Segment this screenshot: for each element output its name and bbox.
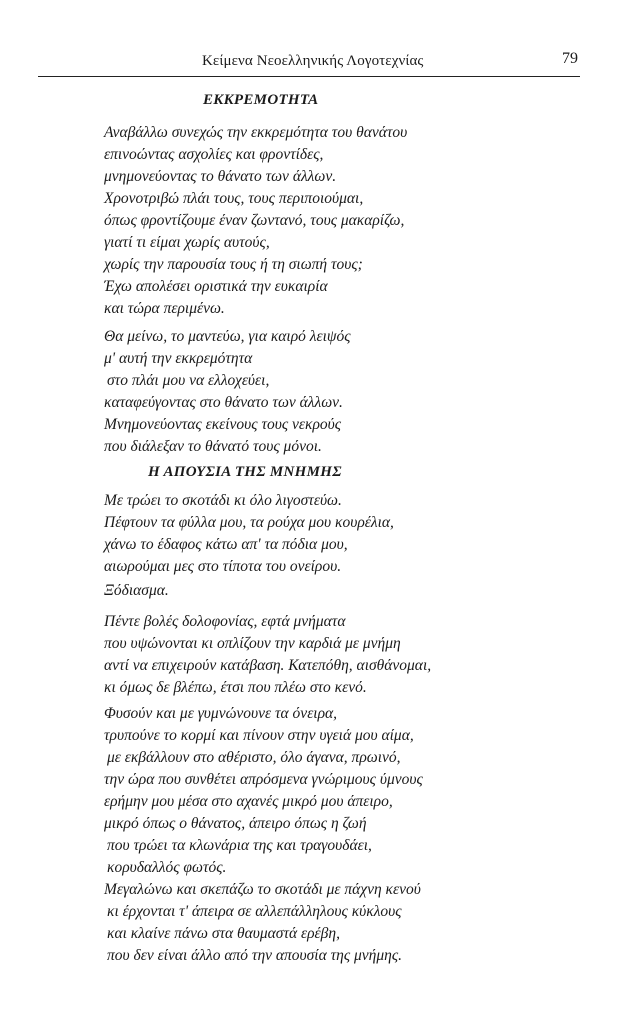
poem-line: τρυπούνε το κορμί και πίνουν στην υγειά μου αίμα, — [104, 727, 414, 744]
stanza — [104, 276, 328, 320]
poem-line: κι έρχονται τ' άπειρα σε αλλεπάλληλους κύκλους — [107, 903, 402, 920]
poem-line: Μνημονεύοντας εκείνους τους νεκρούς — [104, 416, 342, 433]
poem-line: και τώρα περιμένω. — [104, 300, 225, 317]
poem-line: που δεν είναι άλλο από την απουσία της μνήμης. — [107, 947, 402, 964]
stanza — [104, 703, 423, 967]
stanza — [104, 122, 407, 276]
running-header — [38, 50, 580, 77]
poem-line: Έχω απολέσει οριστικά την ευκαιρία — [104, 278, 328, 295]
poem-line: την ώρα που συνθέτει απρόσμενα γνώριμους ύμνους — [104, 771, 423, 788]
poem-line: που τρώει τα κλωνάρια της και τραγουδάει, — [107, 837, 372, 854]
poem-line: ερήμην μου μέσα στο αχανές μικρό μου άπειρο, — [104, 793, 393, 810]
poem-line: γιατί τι είμαι χωρίς αυτούς, — [104, 234, 270, 251]
poem-line: καταφεύγοντας στο θάνατο των άλλων. — [104, 394, 343, 411]
poem-line: Αναβάλλω συνεχώς την εκκρεμότητα του θανάτου — [104, 124, 408, 141]
poem-line: και κλαίνε πάνω στα θαυμαστά ερέβη, — [107, 925, 340, 942]
poem-line: με εκβάλλουν στο αθέριστο, όλο άγανα, πρωινό, — [107, 749, 401, 766]
stanza — [104, 611, 431, 699]
poem-line: χάνω το έδαφος κάτω απ' τα πόδια μου, — [104, 536, 348, 553]
poem-title: ΕΚΚΡΕΜΟΤΗΤΑ — [203, 92, 319, 108]
stanza — [104, 490, 394, 578]
poem-line: Ξόδιασμα. — [104, 582, 169, 599]
poem-line: αιωρούμαι μες στο τίποτα του ονείρου. — [104, 558, 342, 575]
poem-line: Πέντε βολές δολοφονίας, εφτά μνήματα — [104, 613, 346, 630]
poem-line: που υψώνονται κι οπλίζουν την καρδιά με μνήμη — [104, 635, 401, 652]
poem-line: Φυσούν και με γυμνώνουνε τα όνειρα, — [104, 705, 338, 722]
poem-title: Η ΑΠΟΥΣΙΑ ΤΗΣ ΜΝΗΜΗΣ — [148, 464, 342, 480]
poem-line: στο πλάι μου να ελλοχεύει, — [107, 372, 270, 389]
poem-line: επινοώντας ασχολίες και φροντίδες, — [104, 146, 324, 163]
poem-line: χωρίς την παρουσία τους ή τη σιωπή τους; — [104, 256, 363, 273]
poem-line: όπως φροντίζουμε έναν ζωντανό, τους μακαρίζω, — [104, 212, 405, 229]
stanza — [104, 580, 169, 602]
poem-line: που διάλεξαν το θάνατό τους μόνοι. — [104, 438, 322, 455]
poem-line: μνημονεύοντας το θάνατο των άλλων. — [104, 168, 337, 185]
poem-line: Θα μείνω, το μαντεύω, για καιρό λειψός — [104, 328, 351, 345]
page-number: 79 — [562, 50, 578, 67]
poem-line: αντί να επιχειρούν κατάβαση. Κατεπόθη, αισθάνομαι, — [104, 657, 432, 674]
poem-line: μ' αυτή την εκκρεμότητα — [104, 350, 253, 367]
poem-line: κι όμως δε βλέπω, έτσι που πλέω στο κενό. — [104, 679, 367, 696]
poem-line: Με τρώει το σκοτάδι κι όλο λιγοστεύω. — [104, 492, 342, 509]
poem-line: Μεγαλώνω και σκεπάζω το σκοτάδι με πάχνη κενού — [104, 881, 421, 898]
poem-line: κορυδαλλός φωτός. — [107, 859, 227, 876]
stanza — [104, 326, 351, 458]
poem-line: μικρό όπως ο θάνατος, άπειρο όπως η ζωή — [104, 815, 367, 832]
poem-line: Χρονοτριβώ πλάι τους, τους περιποιούμαι, — [104, 190, 364, 207]
poem-line: Πέφτουν τα φύλλα μου, τα ρούχα μου κουρέλια, — [104, 514, 394, 531]
running-header-title: Κείμενα Νεοελληνικής Λογοτεχνίας — [202, 53, 424, 69]
